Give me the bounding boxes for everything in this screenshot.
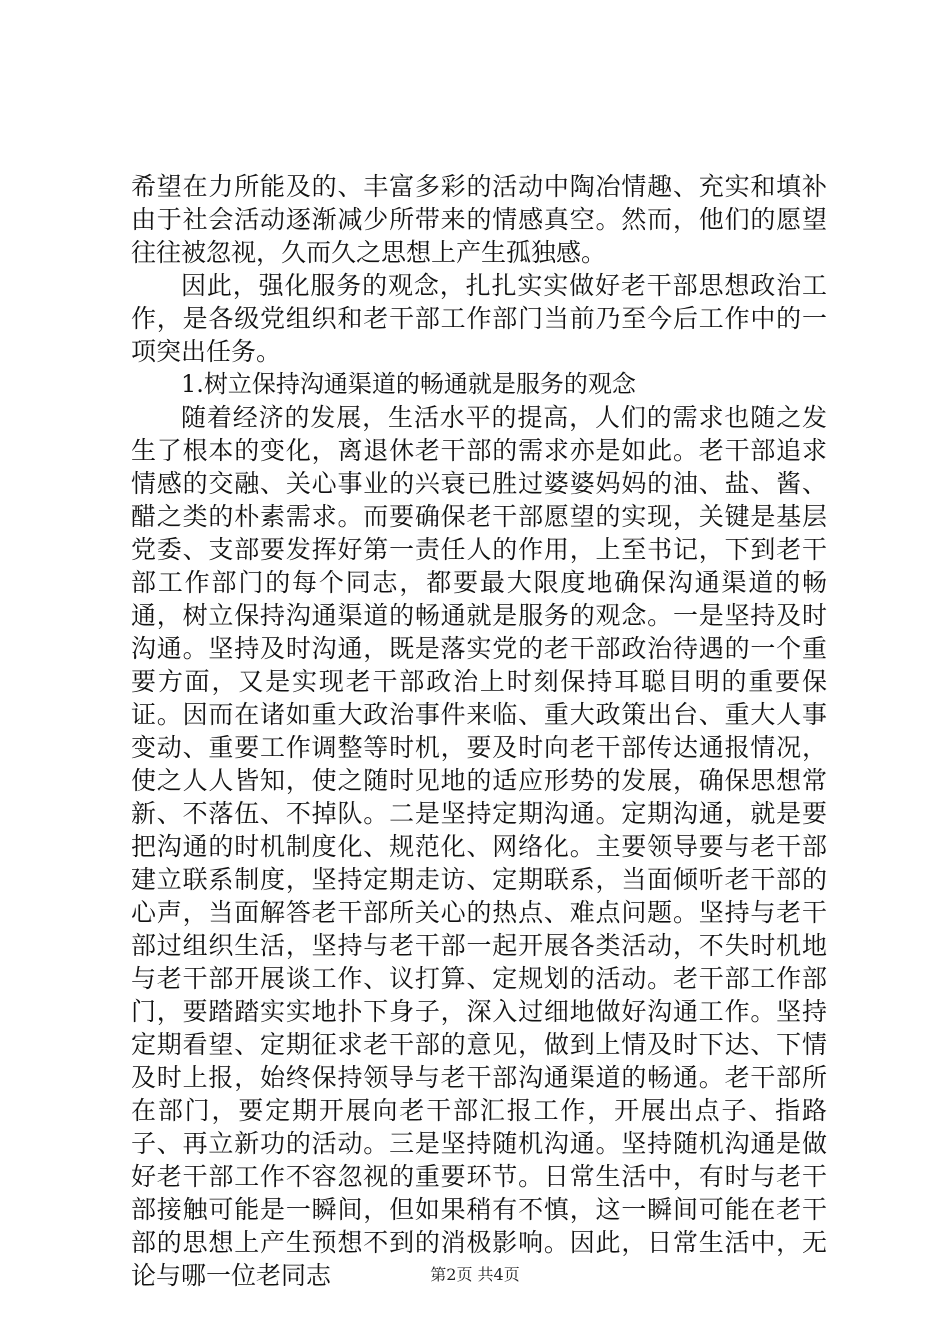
document-body: [131, 170, 827, 1292]
paragraph-service-concept: 因此，强化服务的观念，扎扎实实做好老干部思想政治工作，是各级党组织和老干部工作部门当前乃至今后工作中的一项突出任务。: [131, 271, 827, 366]
page-number-footer: 第2页 共4页: [430, 1265, 520, 1284]
paragraph-communication: 随着经济的发展，生活水平的提高，人们的需求也随之发生了根本的变化，离退休老干部的需求亦是如此。老干部追求情感的交融、关心事业的兴衰已胜过婆婆妈妈的油、盐、酱、醋之类的朴素需求。而要确保老干部愿望的实现，关键是基层党委、支部要发挥好第一责任人的作用，上至书记，下到老干部工作部门的每个同志，都要最大限度地确保沟通渠道的畅通，树立保持沟通渠道的畅通就是服务的观念。一是坚持及时沟通。坚持及时沟通，既是落实党的老干部政治待遇的一个重要方面，又是实现老干部政治上时刻保持耳聪目明的重要保证。因而在诸如重大政治事件来临、重大政策出台、重大人事变动、重要工作调整等时机，要及时向老干部传达通报情况，使之人人皆知，使之随时见地的适应形势的发展，确保思想常新、不落伍、不掉队。二是坚持定期沟通。定期沟通，就是要把沟通的时机制度化、规范化、网络化。主要领导要与老干部建立联系制度，坚持定期走访、定期联系，当面倾听老干部的心声，当面解答老干部所关心的热点、难点问题。坚持与老干部过组织生活，坚持与老干部一起开展各类活动，不失时机地与老干部开展谈工作、议打算、定规划的活动。老干部工作部门，要踏踏实实地扑下身子，深入过细地做好沟通工作。坚持定期看望、定期征求老干部的意见，做到上情及时下达、下情及时上报，始终保持领导与老干部沟通渠道的畅通。老干部所在部门，要定期开展向老干部汇报工作，开展出点子、指路子、再立新功的活动。三是坚持随机沟通。坚持随机沟通是做好老干部工作不容忽视的重要环节。日常生活中，有时与老干部接触可能是一瞬间，但如果稍有不慎，这一瞬间可能在老干部的思想上产生预想不到的消极影响。因此，日常生活中，无论与哪一位老同志: [131, 403, 827, 1290]
section-heading: 1.树立保持沟通渠道的畅通就是服务的观念: [181, 370, 636, 398]
paragraph-continuation: 希望在力所能及的、丰富多彩的活动中陶冶情趣、充实和填补由于社会活动逐渐减少所带来的情感真空。然而，他们的愿望往往被忽视，久而久之思想上产生孤独感。: [131, 172, 827, 267]
